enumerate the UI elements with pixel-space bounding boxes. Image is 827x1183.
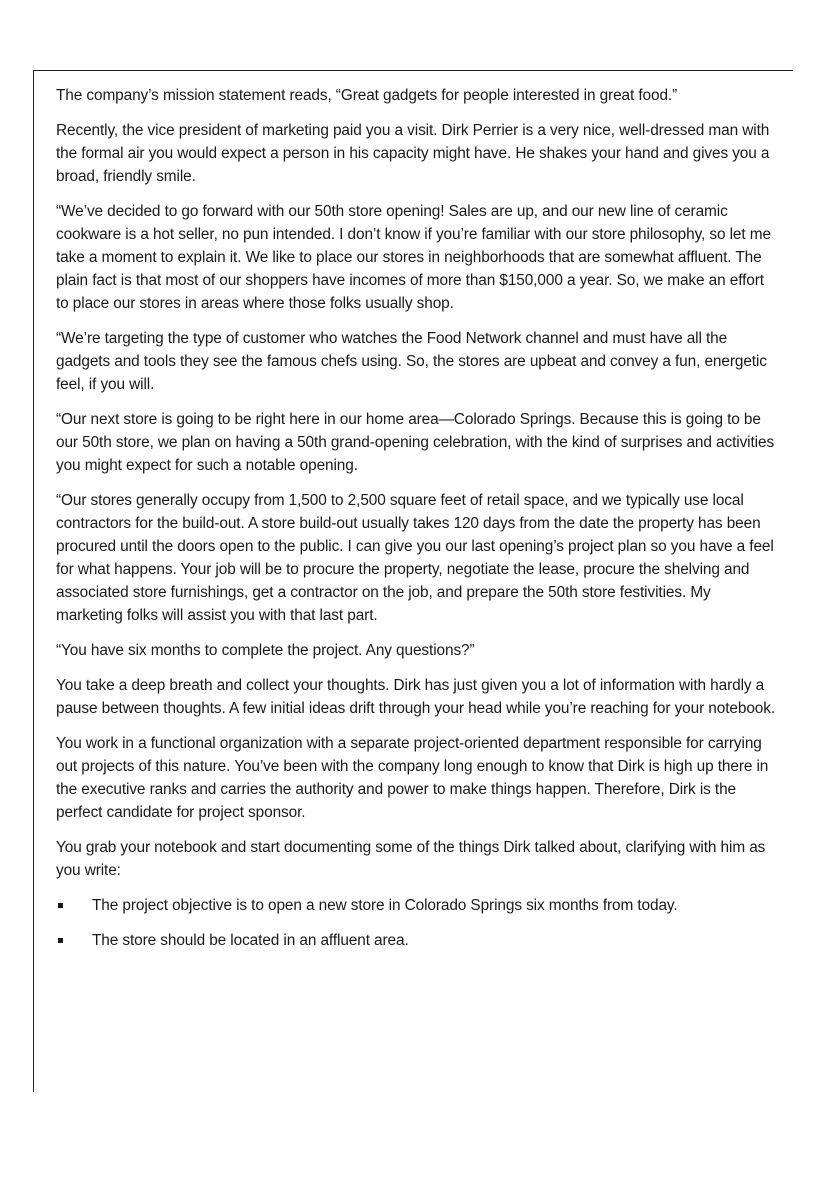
document-body (56, 84, 776, 964)
bullet-text: The store should be located in an affluent area. (92, 932, 409, 949)
square-bullet-icon (58, 938, 63, 943)
paragraph-notebook: You grab your notebook and start documenting some of the things Dirk talked about, clarifying with him as you write: (56, 839, 766, 879)
paragraph-next-store: “Our next store is going to be right here in our home area—Colorado Springs. Because this is going to be our 50th store, we plan on having a 50th grand-opening celebration, with the kind of surprises and activities you might expect for such a notable opening. (56, 411, 775, 474)
paragraph-store-philosophy: “We’ve decided to go forward with our 50th store opening! Sales are up, and our new line of ceramic cookware is a hot seller, no pun intended. I don’t know if you’re familiar with our store philosophy, so let me take a moment to explain it. We like to place our stores in neighborhoods that are somewhat affluent. The plain fact is that most of our shoppers have incomes of more than $150,000 a year. So, we make an effort to place our stores in areas where those folks usually shop. (56, 203, 771, 312)
paragraph-mission-statement: The company’s mission statement reads, “Great gadgets for people interested in great food.” (56, 87, 678, 104)
list-item (56, 894, 732, 917)
notes-bullet-list (56, 894, 776, 952)
paragraph-organization: You work in a functional organization with a separate project-oriented department responsible for carrying out projects of this nature. You’ve been with the company long enough to know that Dirk is high up there in the executive ranks and carries the authority and power to make things happen. Therefore, Dirk is the perfect candidate for project sponsor. (56, 735, 769, 821)
paragraph-store-buildout: “Our stores generally occupy from 1,500 to 2,500 square feet of retail space, and we typically use local contractors for the build-out. A store build-out usually takes 120 days from the date the property has been procured until the doors open to the public. I can give you our last opening’s project plan so you have a feel for what happens. Your job will be to procure the property, negotiate the lease, procure the shelving and associated store furnishings, get a contractor on the job, and prepare the 50th store festivities. My marketing folks will assist you with that last part. (56, 492, 774, 624)
square-bullet-icon (58, 903, 63, 908)
paragraph-initial-thoughts: You take a deep breath and collect your thoughts. Dirk has just given you a lot of information with hardly a pause between thoughts. A few initial ideas drift through your head while you’re reaching for your notebook. (56, 677, 776, 717)
paragraph-vp-visit: Recently, the vice president of marketing paid you a visit. Dirk Perrier is a very nice, well-dressed man with the formal air you would expect a person in his capacity might have. He shakes your hand and gives you a broad, friendly smile. (56, 122, 770, 185)
list-item (56, 929, 732, 952)
paragraph-timeline-question: “You have six months to complete the project. Any questions?” (56, 642, 475, 659)
bullet-text: The project objective is to open a new store in Colorado Springs six months from today. (92, 897, 678, 914)
paragraph-target-customer: “We’re targeting the type of customer who watches the Food Network channel and must have all the gadgets and tools they see the famous chefs using. So, the stores are upbeat and convey a fun, energetic feel, if you will. (56, 330, 767, 393)
